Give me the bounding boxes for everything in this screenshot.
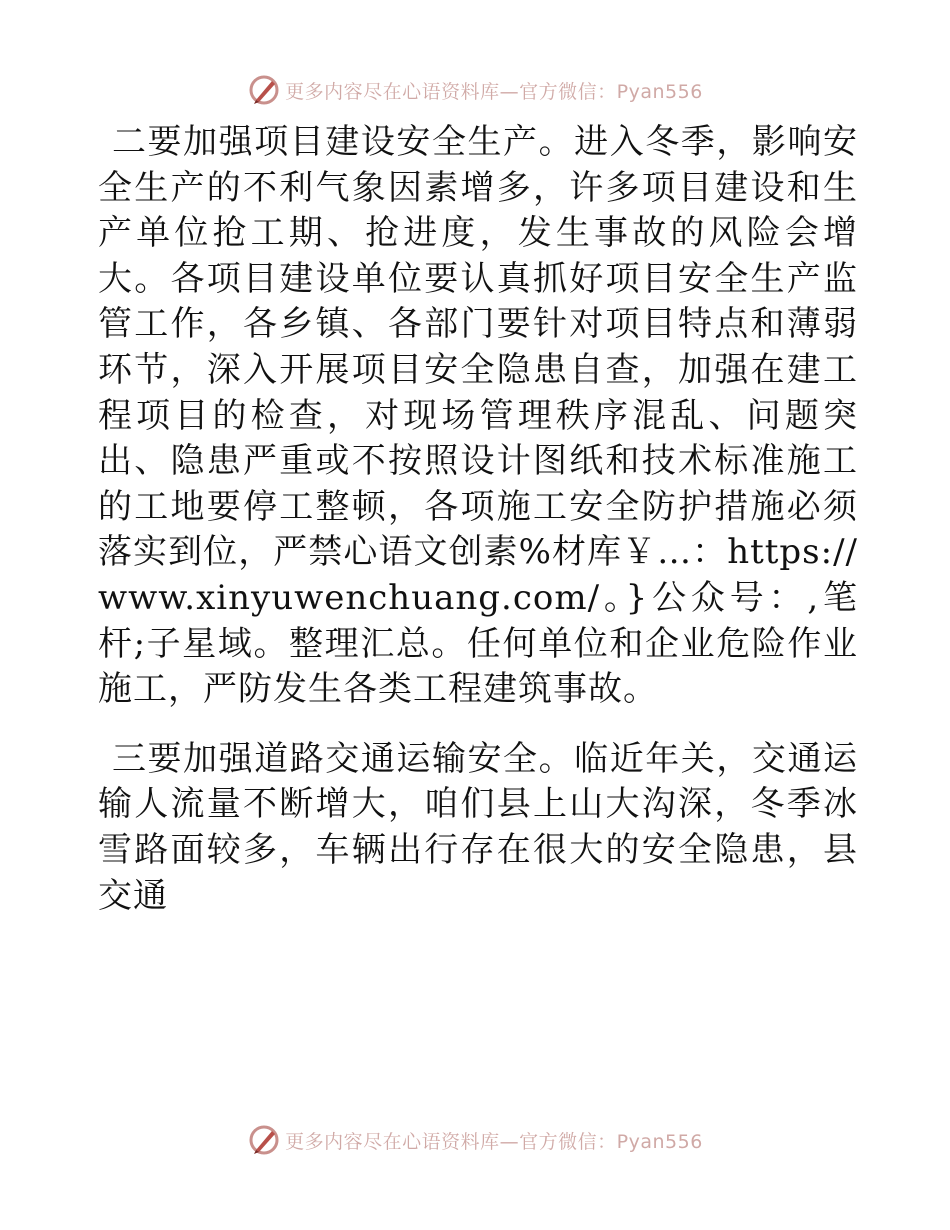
footer-banner-text: 更多内容尽在心语资料库—官方微信：Pyan556 [285, 1130, 703, 1153]
footer-banner [0, 1120, 950, 1160]
pen-circle-logo-icon [247, 1123, 281, 1157]
pen-circle-logo-icon [247, 73, 281, 107]
document-body [98, 120, 858, 919]
paragraph-road-traffic-safety: 三要加强道路交通运输安全。临近年关，交通运输人流量不断增大，咱们县上山大沟深，冬季冰雪路面较多，车辆出行存在很大的安全隐患，县交通 [98, 738, 858, 916]
header-banner [0, 70, 950, 110]
header-banner-text: 更多内容尽在心语资料库—官方微信：Pyan556 [285, 80, 703, 103]
paragraph-project-safety: 二要加强项目建设安全生产。进入冬季，影响安全生产的不利气象因素增多，许多项目建设和生产单位抢工期、抢进度，发生事故的风险会增大。各项目建设单位要认真抓好项目安全生产监管工作，各乡镇、各部门要针对项目特点和薄弱环节，深入开展项目安全隐患自查，加强在建工程项目的检查，对现场管理秩序混乱、问题突出、隐患严重或不按照设计图纸和技术标准施工的工地要停工整顿，各项施工安全防护措施必须落实到位，严禁心语文创素%材库￥…：https://www.xinyuwenchuang.com/。}公众号：,笔杆;子星域。整理汇总。任何单位和企业危险作业施工，严防发生各类工程建筑事故。 [98, 122, 858, 710]
